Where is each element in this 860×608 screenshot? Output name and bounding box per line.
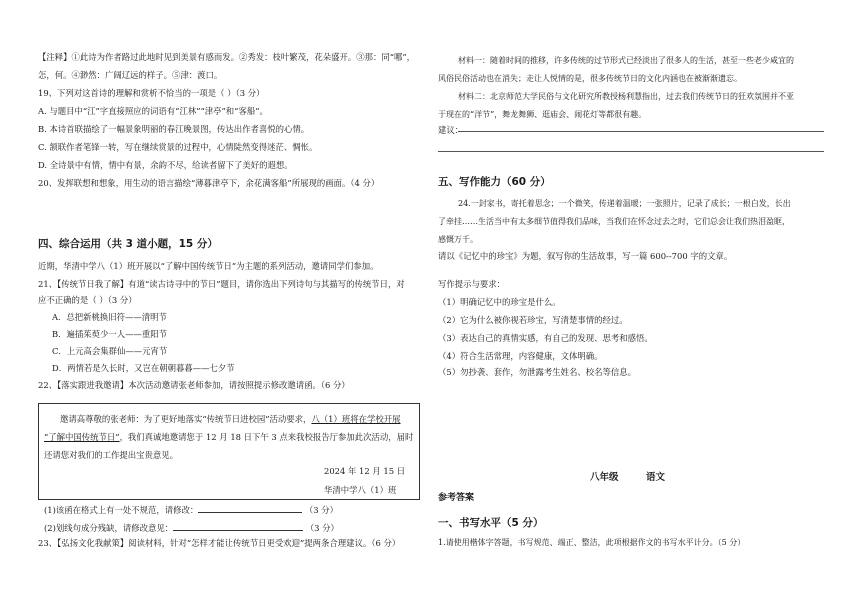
- question-20: 20、发挥联想和想象，用生动的语言描绘“薄暮津亭下，余花满客船”所展现的画面。（4 分）: [38, 178, 380, 188]
- answer-section-1-heading: 一、书写水平（5 分）: [438, 517, 544, 529]
- writing-requirements-title: 写作提示与要求：: [438, 279, 505, 289]
- invitation-line-2: “了解中国传统节日”，我们真诚地邀请您于 12 月 18 日下午 3 点来我校报告厅参加此次活动，届时: [44, 432, 414, 442]
- writing-prompt-line-3: 感慨万千。: [438, 235, 478, 244]
- q19-option-d: D. 全诗景中有情，情中有景，余韵不尽，给读者留下了美好的遐想。: [38, 160, 293, 170]
- q21-option-a: A．总把新桃换旧符——清明节: [52, 312, 167, 322]
- poem-notes: 【注释】①此诗为作者路过此地时见到美景有感而发。②秀发：枝叶繁茂，花朵盛开。③那：同“哪”，: [38, 52, 416, 62]
- q22-2-answer-blank[interactable]: [173, 521, 303, 531]
- q19-option-a: A. 与题目中“江”字直接照应的词语有“江林”“津亭”和“客船”。: [38, 106, 268, 116]
- q22-part-1: (1)该函在格式上有一处不规范，请修改： （3 分）: [44, 505, 339, 515]
- invitation-signature: 华清中学八（1）班: [324, 485, 397, 495]
- answer-1: 1.请使用楷体字答题，书写规范、端正、整洁，此项根据作文的书写水平计分。（5 分）: [438, 538, 746, 547]
- q22-part-2: (2)划线句成分残缺，请修改意见： （3 分）: [44, 523, 339, 533]
- requirement-3: （3）表达自己的真情实感，有自己的发现、思考和感悟。: [438, 333, 653, 343]
- q21-option-c: C．上元高会集群仙——元宵节: [52, 346, 168, 356]
- invitation-line-3: 还请您对我们的工作提出宝贵意见。: [44, 450, 178, 460]
- section-5-heading: 五、写作能力（60 分）: [438, 176, 551, 188]
- material-2-cont: 于现在的“洋节”，舞龙舞狮、逛庙会、闹花灯等都很有趣。: [438, 110, 647, 119]
- suggestion-answer-line-1[interactable]: [458, 131, 824, 132]
- material-1-cont: 风俗民俗活动也在消失；走让人悦情的是，很多传统节日的文化内涵也在被渐渐遗忘。: [438, 74, 742, 83]
- question-21: 21、【传统节日我了解】有道“读古诗寻中的节日”题目，请你选出下列诗句与其描写的传统节日，对: [38, 279, 405, 289]
- suggestion-answer-line-2[interactable]: [438, 151, 824, 152]
- requirement-5: （5）勿抄袭、套作，勿泄露考生姓名、校名等信息。: [438, 367, 636, 377]
- section-4-heading: 四、综合运用（共 3 道小题，15 分）: [38, 238, 218, 250]
- requirement-1: （1）明确记忆中的珍宝是什么。: [438, 297, 561, 307]
- q21-option-d: D．两情若是久长时，又岂在朝朝暮暮——七夕节: [52, 363, 235, 373]
- q21-option-b: B．遍插茱萸少一人——重阳节: [52, 329, 168, 339]
- answer-key-title: 参考答案: [438, 493, 475, 503]
- poem-notes-cont: 怎，何。④渺然：广阔辽远的样子。⑤津：渡口。: [38, 70, 223, 80]
- answer-key-subject: 语文: [646, 472, 666, 483]
- material-2: 材料二：北京师范大学民俗与文化研究所教授杨利慧指出，过去我们传统节日的狂欢氛围并不亚: [458, 92, 794, 101]
- activity-intro: 近期，华清中学八（1）班开展以“了解中国传统节日”为主题的系列活动，邀请同学们参加。: [38, 261, 379, 271]
- question-21-cont: 应不正确的是（ ）（3 分）: [38, 295, 137, 305]
- answer-key-grade: 八年级: [590, 472, 619, 483]
- invitation-line-1: 邀请高尊敬的张老师：为了更好地落实“传统节日进校园”活动要求，八（1）班将在学校开展: [60, 414, 401, 424]
- question-19: 19、下列对这首诗的理解和赏析不恰当的一项是（ ）（3 分）: [38, 88, 265, 98]
- writing-prompt-line-2: 了牵挂……生活当中有太多细节值得我们品味，当我们在怀念过去之时，它们总会让我们热泪盈眶，: [438, 217, 790, 226]
- q19-option-c: C. 颔联作者笔锋一转，写在继续赏景的过程中，心情陡然变得迷茫、惆怅。: [38, 142, 318, 152]
- q19-option-b: B. 本诗首联描绘了一幅景象明丽的春江晚景图，传达出作者喜悦的心情。: [38, 124, 310, 134]
- requirement-4: （4）符合生活常理，内容健康，文体明确。: [438, 351, 603, 361]
- writing-prompt-line-1: 24.一封家书，寄托着思念；一个微笑，传递着温暖；一张照片，记录了成长；一根白发，长出: [458, 199, 791, 208]
- question-23: 23、【弘扬文化我献策】阅读材料，针对“怎样才能让传统节日更受欢迎”提两条合理建议。（6 分）: [38, 538, 401, 548]
- question-22: 22、【落实跟进我邀请】本次活动邀请张老师参加，请按照提示修改邀请函。（6 分）: [38, 380, 350, 390]
- q22-1-answer-blank[interactable]: [198, 503, 302, 513]
- requirement-2: （2）它为什么被你视若珍宝，写清楚事情的经过。: [438, 315, 628, 325]
- writing-task: 请以《记忆中的珍宝》为题，叙写你的生活故事，写一篇 600--700 字的文章。: [438, 251, 733, 261]
- material-1: 材料一：随着时间的推移，许多传统的过节形式已经淡出了很多人的生活，甚至一些老少咸宜的: [458, 56, 794, 65]
- suggestion-label: 建议：: [438, 125, 464, 135]
- invitation-date: 2024 年 12 月 15 日: [324, 466, 406, 476]
